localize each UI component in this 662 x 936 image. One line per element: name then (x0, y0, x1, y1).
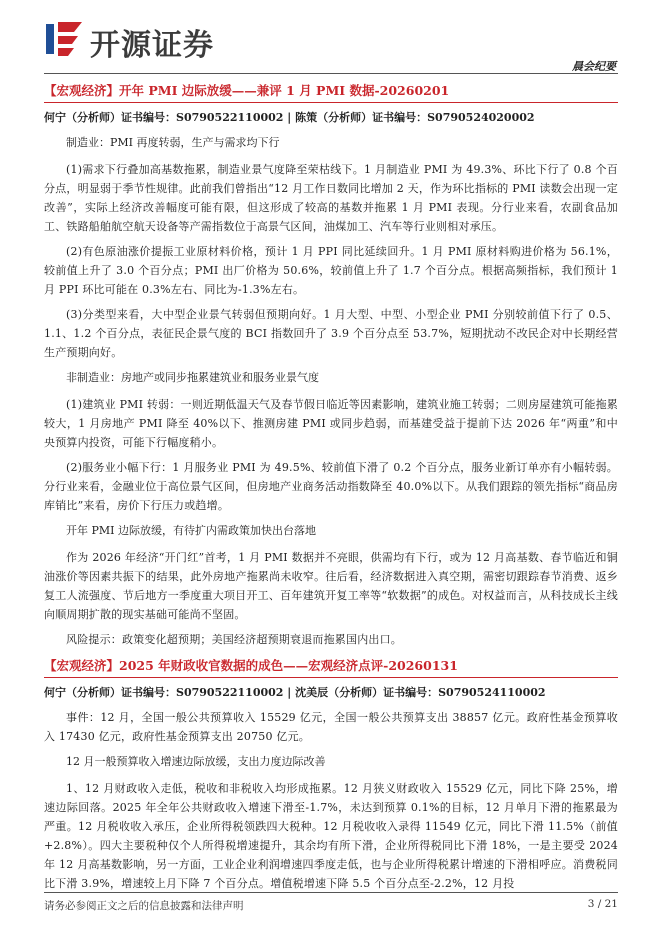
section-divider (44, 677, 618, 678)
paragraph: (1)建筑业 PMI 转弱：一则近期低温天气及春节假日临近等因素影响，建筑业施工转弱；二则房屋建筑可能拖累较大，1 月房地产 PMI 降至 40%以下、推测房建 PMI 或同步趋弱，而基建受益于提前下达 2026 年“两重”和中央预算内投资，可能下行幅度稍小。 (44, 398, 618, 449)
section-title: 【宏观经济】开年 PMI 边际放缓——兼评 1 月 PMI 数据-20260201 (44, 83, 450, 98)
subheading: 12 月一般预算收入增速边际放缓，支出力度边际改善 (66, 755, 326, 768)
paragraph: (1)需求下行叠加高基数拖累，制造业景气度降至荣枯线下。1 月制造业 PMI 为 49.3%、环比下行了 0.8 个百分点，明显弱于季节性规律。此前我们曾指出“12 月工作日数同比增加 2 天，作为环比指标的 PMI 读数会出现一定改善”，实际上经济改善幅度可能有限，但这形成了较高的基数并拖累 1 月 PMI 表现。分行业来看，农副食品加工、铁路船舶航空航天设备等产需指数位于高景气区间，油煤加工、汽车等行业则相对承压。 (44, 163, 618, 233)
paragraph: 1、12 月财政收入走低，税收和非税收入均形成拖累。12 月狭义财政收入 15529 亿元，同比下降 25%，增速边际回落。2025 年全年公共财政收入增速下滑至-1.7%，未达到预算 0.1%的目标，12 月单月下滑的拖累最为严重。12 月税收收入承压，企业所得税领跌四大税种。12 月税收收入录得 11549 亿元，同比下滑 11.5%（前值+2.8%）。四大主要税种仅个人所得税增速提升，其余均有所下滑，企业所得税同比下滑 18%，一是主要受 2024 年 12 月高基数影响，另一方面，工业企业利润增速四季度走低，也与企业所得税累计增速的下滑相呼应。消费税同比下滑 3.9%，增速较上月下降 7 个百分点。增值税增速下降 5.5 个百分点至-2.2%，12 月投 (44, 782, 618, 890)
section-divider (44, 102, 618, 103)
header-divider (44, 73, 618, 74)
risk-warning: 风险提示：政策变化超预期；美国经济超预期衰退而拖累国内出口。 (66, 633, 402, 646)
paragraph: (2)有色原油涨价提振工业原材料价格，预计 1 月 PPI 同比延续回升。1 月 PMI 原材料购进价格为 56.1%，较前值上升了 3.0 个百分点；PMI 出厂价格为 50.6%，较前值上升了 1.7 个百分点。根据高频指标，我们预计 1 月 PPI 环比可能在 0.3%左右、同比为-1.3%左右。 (44, 245, 618, 296)
section-pmi (44, 80, 618, 649)
page-header (0, 0, 662, 78)
report-type-label: 晨会纪要 (572, 60, 616, 73)
section-title: 【宏观经济】2025 年财政收官数据的成色——宏观经济点评-20260131 (44, 658, 458, 673)
paragraph: 作为 2026 年经济“开门红”首考，1 月 PMI 数据并不亮眼，供需均有下行，或为 12 月高基数、春节临近和铜油涨价等因素共振下的结果，此外房地产拖累尚未收窄。往后看，经济数据进入真空期，需密切跟踪春节消费、返乡复工人流强度、节后地方一季度重大项目开工、百年建筑开复工率等“软数据”的成色。对权益而言，从科技成长主线向顺周期扩散的现实基础可能尚不坚固。 (44, 551, 618, 621)
paragraph: 事件：12 月，全国一般公共预算收入 15529 亿元，全国一般公共预算支出 38857 亿元。政府性基金预算收入 17430 亿元，政府性基金预算支出 20750 亿元。 (44, 711, 618, 743)
section-authors: 何宁（分析师）证书编号：S0790522110002 | 陈策（分析师）证书编号：S0790524020002 (44, 111, 535, 124)
subheading: 开年 PMI 边际放缓，有待扩内需政策加快出台落地 (66, 524, 317, 537)
logo-text: 开源证券 (90, 28, 214, 63)
footer-disclaimer: 请务必参阅正文之后的信息披露和法律声明 (44, 900, 244, 912)
paragraph: (2)服务业小幅下行：1 月服务业 PMI 为 49.5%、较前值下滑了 0.2 个百分点，服务业新订单亦有小幅转弱。分行业来看，金融业位于高位景气区间，但房地产业商务活动指数降至 40.0%以下。从我们跟踪的领先指标“商品房库销比”来看，房价下行压力或趋增。 (44, 461, 618, 512)
paragraph: (3)分类型来看，大中型企业景气转弱但预期向好。1 月大型、中型、小型企业 PMI 分别较前值下行了 0.5、1.1、1.2 个百分点，表征民企景气度的 BCI 指数回升了 3.9 个百分点至 53.7%，短期扰动不改民企对中长期经营生产预期向好。 (44, 308, 618, 359)
logo-mark-icon (44, 18, 84, 60)
company-logo (44, 18, 244, 63)
main-content (44, 80, 618, 890)
section-fiscal (44, 655, 618, 890)
subheading: 非制造业：房地产或同步拖累建筑业和服务业景气度 (66, 371, 319, 384)
section-authors: 何宁（分析师）证书编号：S0790522110002 | 沈美辰（分析师）证书编号：S0790524110002 (44, 686, 546, 699)
page-number: 3 / 21 (587, 898, 618, 910)
footer-divider (44, 892, 618, 893)
subheading: 制造业：PMI 再度转弱，生产与需求均下行 (66, 136, 280, 149)
